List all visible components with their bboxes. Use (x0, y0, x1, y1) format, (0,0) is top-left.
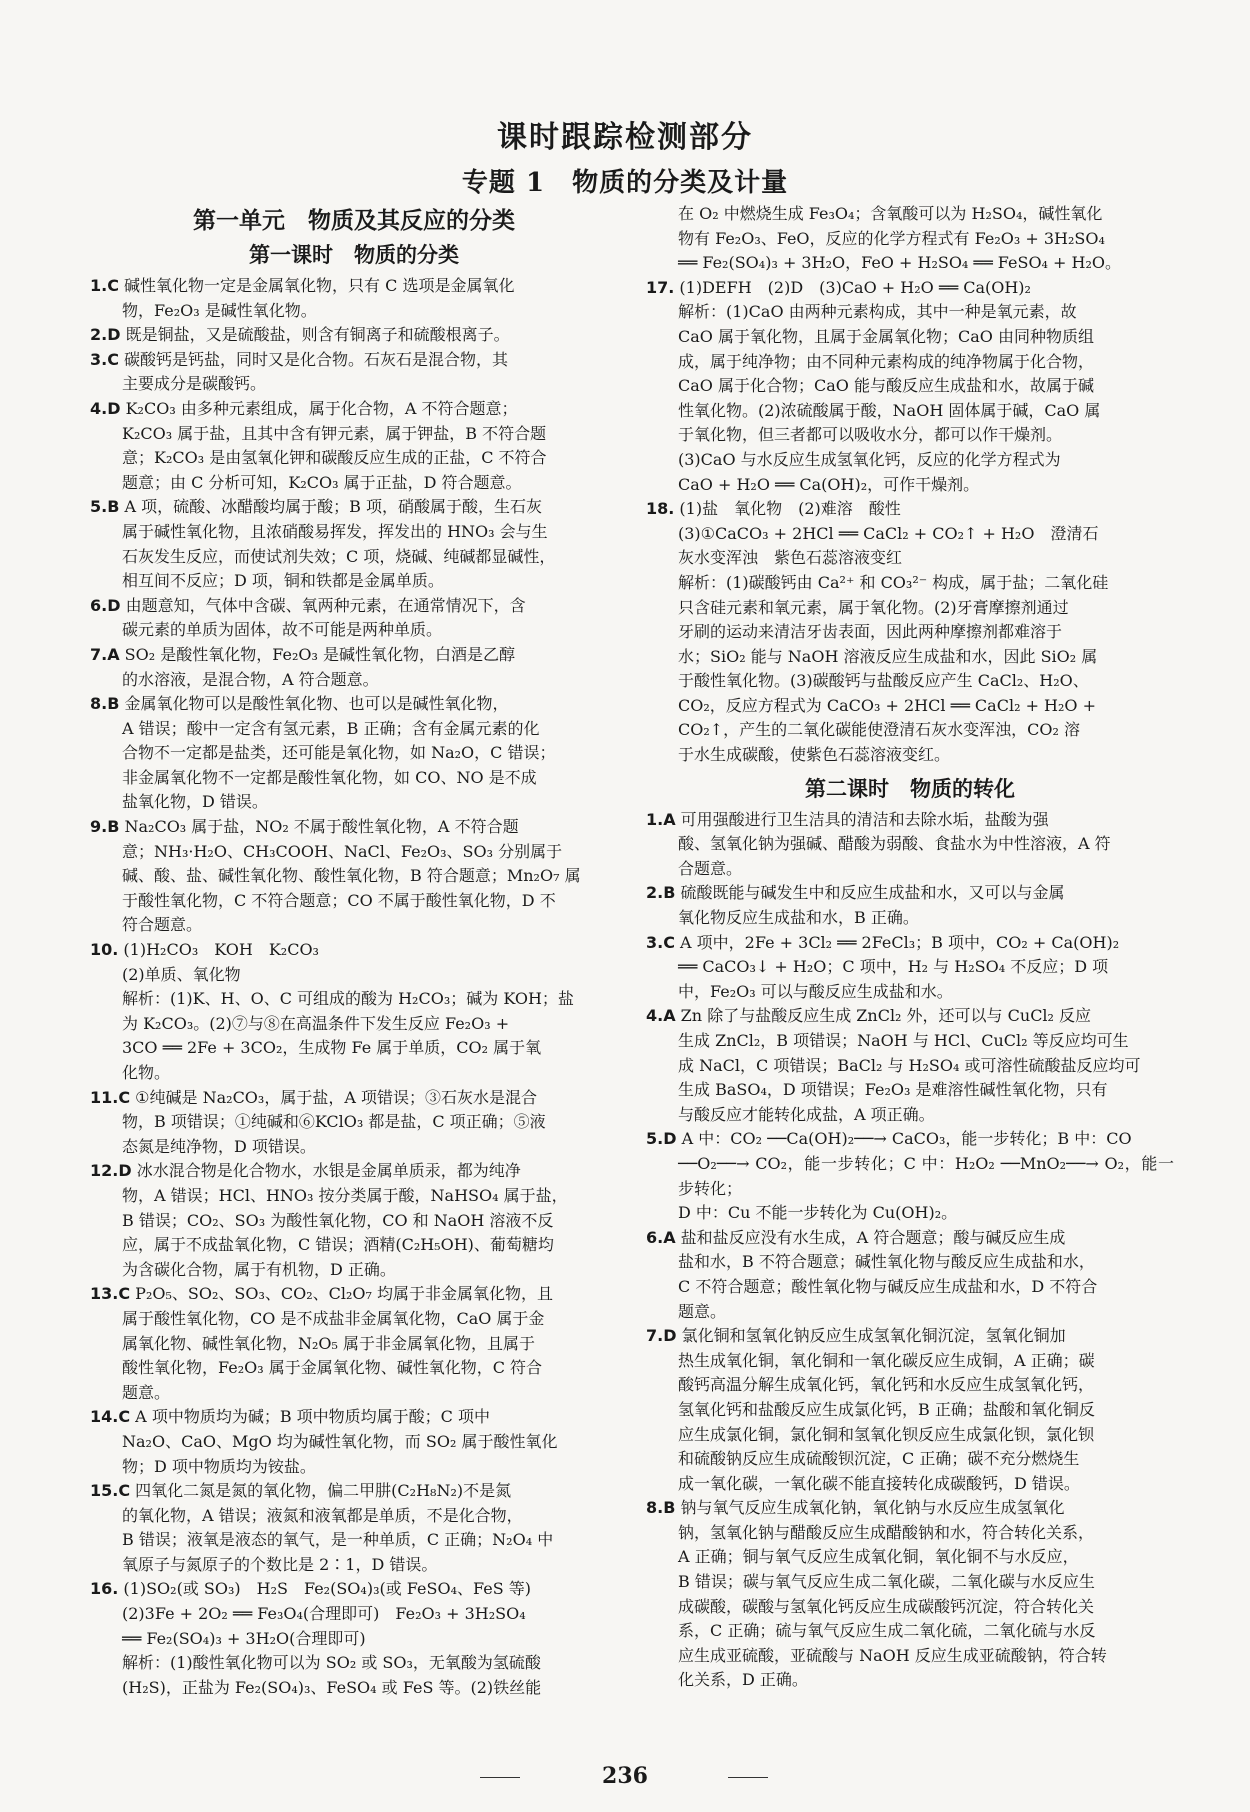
answer-text-line: 灰水变浑浊 紫色石蕊溶液变红 (678, 548, 903, 568)
answer-text-line: 解析：(1)碳酸钙由 Ca²⁺ 和 CO₃²⁻ 构成，属于盐；二氧化硅 (678, 572, 1109, 592)
answer-text-line: 中，Fe₂O₃ 可以与酸反应生成盐和水。 (678, 981, 953, 1001)
answer-list (90, 274, 618, 1700)
page-number: 236 (602, 1763, 648, 1789)
answer-text-line: 只含硅元素和氧元素，属于氧化物。(2)牙膏摩擦剂通过 (678, 597, 1069, 617)
answer-text-line: 态氮是纯净物，D 项错误。 (122, 1136, 316, 1156)
answer-item (90, 274, 618, 299)
answer-item (90, 1479, 618, 1504)
answer-text-line: (3)①CaCO₃ + 2HCl ══ CaCl₂ + CO₂↑ + H₂O 澄清石 (678, 523, 1099, 543)
answer-number: 13.C (90, 1284, 131, 1304)
answer-text: A 项，硫酸、冰醋酸均属于酸；B 项，硝酸属于酸，生石灰 (119, 497, 542, 517)
answer-text: 硫酸既能与碱发生中和反应生成盐和水，又可以与金属 (675, 883, 1065, 903)
answer-text-line: 主要成分是碳酸钙。 (122, 374, 267, 394)
answer-number: 6.A (646, 1227, 676, 1247)
answer-text-line: 非金属氧化物不一定都是酸性氧化物，如 CO、NO 是不成 (122, 767, 537, 787)
answer-text-line: 应生成氯化铜，氯化铜和氢氧化钡反应生成氯化钡，氯化钡 (678, 1424, 1095, 1444)
answer-text: 既是铜盐，又是硫酸盐，则含有铜离子和硫酸根离子。 (120, 325, 510, 345)
answer-number: 3.C (646, 932, 675, 952)
answer-text-line: 化物。 (122, 1063, 171, 1082)
answer-text-line: Na₂O、CaO、MgO 均为碱性氧化物，而 SO₂ 属于酸性氧化 (122, 1431, 558, 1451)
answer-text-line: 于酸性氧化物，C 不符合题意；CO 不属于酸性氧化物，D 不 (122, 890, 556, 910)
answer-text-line: CaO 属于化合物；CaO 能与酸反应生成盐和水，故属于碱 (678, 376, 1094, 396)
answer-text: 四氧化二氮是氮的氧化物，偏二甲肼(C₂H₈N₂)不是氮 (130, 1481, 512, 1501)
answer-text-line: 3CO ══ 2Fe + 3CO₂，生成物 Fe 属于单质，CO₂ 属于氧 (122, 1038, 542, 1058)
answer-text-line: 相互间不反应；D 项，铜和铁都是金属单质。 (122, 571, 444, 591)
answer-text-line: 和硫酸钠反应生成硫酸钡沉淀，C 正确；碳不充分燃烧生 (678, 1449, 1080, 1469)
answer-item (646, 276, 1174, 301)
answer-text-line: 物有 Fe₂O₃、FeO，反应的化学方程式有 Fe₂O₃ + 3H₂SO₄ (678, 228, 1105, 248)
answer-text-line: 盐和水，B 不符合题意；碱性氧化物与酸反应生成盐和水， (678, 1252, 1095, 1272)
answer-number: 14.C (90, 1407, 131, 1427)
answer-text-line: 的水溶液，是混合物，A 符合题意。 (122, 669, 379, 689)
answer-item (90, 1086, 618, 1111)
answer-text: Zn 除了与盐酸反应生成 ZnCl₂ 外，还可以与 CuCl₂ 反应 (675, 1006, 1092, 1026)
answer-text-line: 解析：(1)酸性氧化物可以为 SO₂ 或 SO₃，无氧酸为氢硫酸 (122, 1653, 541, 1673)
answer-text-line: 牙刷的运动来清洁牙齿表面，因此两种摩擦剂都难溶于 (678, 622, 1063, 642)
answer-number: 10. (90, 940, 119, 960)
left-column (90, 202, 618, 1700)
answer-text-line: CaO + H₂O ══ Ca(OH)₂，可作干燥剂。 (678, 474, 980, 494)
answer-item (646, 497, 1174, 522)
answer-number: 3.C (90, 349, 119, 369)
answer-item (90, 938, 618, 963)
answer-number: 5.B (90, 497, 120, 517)
answer-text-line: B 错误；液氧是液态的氧气，是一种单质，C 正确；N₂O₄ 中 (122, 1530, 554, 1550)
answer-text-line: 属于酸性氧化物，CO 是不成盐非金属氧化物，CaO 属于金 (122, 1308, 545, 1328)
answer-number: 7.D (646, 1326, 677, 1346)
answer-text-line: 意；K₂CO₃ 是由氢氧化钾和碳酸反应生成的正盐，C 不符合 (122, 448, 547, 468)
answer-item (646, 808, 1174, 833)
answer-text-line: 合题意。 (678, 858, 743, 878)
answer-text-line: 题意。 (122, 1382, 171, 1402)
answer-item (90, 1159, 618, 1184)
answer-text-line: K₂CO₃ 属于盐，且其中含有钾元素，属于钾盐，B 不符合题 (122, 423, 547, 443)
answer-text-line: 物；D 项中物质均为铵盐。 (122, 1456, 316, 1476)
answer-number: 12.D (90, 1161, 132, 1181)
answer-text-line: C 不符合题意；酸性氧化物与碱反应生成盐和水，D 不符合 (678, 1276, 1098, 1296)
answer-item (90, 348, 618, 373)
answer-item (90, 1577, 618, 1602)
answer-item (90, 692, 618, 717)
answer-text-line: 为含碳化合物，属于有机物，D 正确。 (122, 1259, 396, 1279)
answer-item (90, 594, 618, 619)
answer-text-line: 符合题意。 (122, 915, 203, 935)
answer-number: 2.B (646, 883, 676, 903)
answer-text-line: 酸钙高温分解生成氧化钙，氧化钙和水反应生成氢氧化钙， (678, 1375, 1095, 1395)
answer-number: 17. (646, 277, 675, 297)
answer-text-line: 解析：(1)CaO 由两种元素构成，其中一种是氧元素，故 (678, 302, 1077, 322)
answer-text: (1)盐 氧化物 (2)难溶 酸性 (674, 499, 901, 519)
answer-number: 6.D (90, 595, 121, 615)
answer-text: 氯化铜和氢氧化钠反应生成氢氧化铜沉淀，氢氧化铜加 (676, 1326, 1066, 1346)
answer-item (90, 397, 618, 422)
answer-text-line: 解析：(1)K、H、O、C 可组成的酸为 H₂CO₃；碱为 KOH；盐 (122, 989, 574, 1009)
answer-text-line: 性氧化物。(2)浓硫酸属于酸，NaOH 固体属于碱，CaO 属 (678, 400, 1101, 420)
answer-text-line: 氧化物反应生成盐和水，B 正确。 (678, 908, 919, 928)
answer-text-line: 的氧化物，A 错误；液氮和液氧都是单质，不是化合物， (122, 1505, 523, 1525)
answer-number: 5.D (646, 1129, 677, 1149)
answer-text-line: 应，属于不成盐氧化物，C 错误；酒精(C₂H₅OH)、葡萄糖均 (122, 1235, 554, 1255)
unit-title: 第一单元 物质及其反应的分类 (193, 207, 515, 234)
answer-text-line: 碱、酸、盐、碱性氧化物、酸性氧化物，B 符合题意；Mn₂O₇ 属 (122, 866, 581, 886)
answer-text-line: 盐氧化物，D 错误。 (122, 792, 268, 812)
answer-text-line: ──O₂──→ CO₂，能一步转化；C 中：H₂O₂ ──MnO₂──→ O₂，能一步转化； (678, 1153, 1174, 1198)
answer-text-line: ══ Fe₂(SO₄)₃ + 3H₂O，FeO + H₂SO₄ ══ FeSO₄ + H₂O。 (678, 253, 1122, 273)
lesson-title: 第二课时 物质的转化 (805, 775, 1015, 801)
answer-text-line: A 正确；铜与氧气反应生成氧化铜，氧化铜不与水反应， (678, 1547, 1079, 1567)
answer-number: 4.A (646, 1006, 676, 1026)
answer-text: A 项中，2Fe + 3Cl₂ ══ 2FeCl₃；B 项中，CO₂ + Ca(OH)₂ (674, 932, 1120, 952)
answer-text-line: 题意；由 C 分析可知，K₂CO₃ 属于正盐，D 符合题意。 (122, 472, 522, 492)
answer-text: P₂O₅、SO₂、SO₃、CO₂、Cl₂O₇ 均属于非金属氧化物，且 (130, 1284, 554, 1304)
answer-text: A 项中物质均为碱；B 项中物质均属于酸；C 项中 (130, 1407, 490, 1427)
answer-text-line: 生成 BaSO₄，D 项错误；Fe₂O₃ 是难溶性碱性氧化物，只有 (678, 1080, 1108, 1100)
answer-text-line: B 错误；CO₂、SO₃ 为酸性氧化物，CO 和 NaOH 溶液不反 (122, 1210, 554, 1230)
answer-number: 8.B (646, 1498, 676, 1518)
answer-text-line: D 中：Cu 不能一步转化为 Cu(OH)₂。 (678, 1203, 958, 1223)
answer-text-line: 属氧化物、碱性氧化物，N₂O₅ 属于非金属氧化物，且属于 (122, 1333, 536, 1353)
answer-text: 由题意知，气体中含碳、氧两种元素，在通常情况下，含 (120, 595, 526, 615)
answer-number: 4.D (90, 398, 121, 418)
answer-item (646, 881, 1174, 906)
answer-text: 碱性氧化物一定是金属氧化物，只有 C 选项是金属氧化 (118, 276, 515, 295)
answer-text-line: 与酸反应才能转化成盐，A 项正确。 (678, 1104, 935, 1124)
answer-text-line: B 错误；碳与氧气反应生成二氧化碳，二氧化碳与水反应生 (678, 1572, 1095, 1592)
main-title: 课时跟踪检测部分 (497, 120, 753, 155)
answer-text-line: ══ CaCO₃↓ + H₂O；C 项中，H₂ 与 H₂SO₄ 不反应；D 项 (678, 957, 1109, 977)
answer-text-line: 石灰发生反应，而使试剂失效；C 项，烧碱、纯碱都显碱性， (122, 546, 556, 566)
answer-text: 钠与氧气反应生成氧化钠，氧化钠与水反应生成氢氧化 (675, 1498, 1065, 1518)
answer-text: K₂CO₃ 由多种元素组成，属于化合物，A 不符合题意； (120, 398, 518, 418)
answer-text-line: 成碳酸，碳酸与氢氧化钙反应生成碳酸钙沉淀，符合转化关 (678, 1596, 1095, 1616)
answer-text-line: 应生成亚硫酸，亚硫酸与 NaOH 反应生成亚硫酸钠，符合转 (678, 1645, 1107, 1665)
answer-text-line: 成一氧化碳，一氧化碳不能直接转化成碳酸钙，D 错误。 (678, 1473, 1080, 1493)
answer-list (646, 808, 1174, 1693)
answer-text-line: 碳元素的单质为固体，故不可能是两种单质。 (122, 620, 443, 640)
answer-text: 冰水混合物是化合物水，水银是金属单质汞，都为纯净 (131, 1161, 521, 1181)
answer-text-line: 属于碱性氧化物，且浓硝酸易挥发，挥发出的 HNO₃ 会与生 (122, 521, 548, 541)
answer-text-line: 成，属于纯净物；由不同种元素构成的纯净物属于化合物， (678, 351, 1095, 371)
answer-text-line: (2)3Fe + 2O₂ ══ Fe₃O₄(合理即可) Fe₂O₃ + 3H₂SO₄ (122, 1604, 526, 1624)
answer-item (90, 815, 618, 840)
answer-text-line: 氢氧化钙和盐酸反应生成氯化钙，B 正确；盐酸和氧化铜反 (678, 1399, 1095, 1419)
answer-text-line: 题意。 (678, 1301, 727, 1321)
lesson-title: 第一课时 物质的分类 (249, 242, 459, 267)
answer-number: 1.A (646, 809, 676, 829)
answer-text-line: 物，A 错误；HCl、HNO₃ 按分类属于酸，NaHSO₄ 属于盐， (122, 1185, 568, 1205)
answer-item (90, 1282, 618, 1307)
answer-text-line: 系，C 正确；硫与氧气反应生成二氧化硫，二氧化硫与水反 (678, 1621, 1096, 1641)
answer-text: Na₂CO₃ 属于盐，NO₂ 不属于酸性氧化物，A 不符合题 (119, 817, 519, 837)
answer-text: A 中：CO₂ ──Ca(OH)₂──→ CaCO₃，能一步转化；B 中：CO (676, 1129, 1132, 1149)
answer-text-line: 意；NH₃·H₂O、CH₃COOH、NaCl、Fe₂O₃、SO₃ 分别属于 (122, 841, 563, 861)
answer-text-line: 于酸性氧化物。(3)碳酸钙与盐酸反应产生 CaCl₂、H₂O、 (678, 671, 1089, 691)
continued-answer (646, 202, 1174, 276)
answer-list (646, 276, 1174, 768)
answer-number: 18. (646, 499, 675, 519)
answer-text-line: CaO 属于氧化物，且属于金属氧化物；CaO 由同种物质组 (678, 326, 1094, 346)
answer-text-line: 为 K₂CO₃。(2)⑦与⑧在高温条件下发生反应 Fe₂O₃ + (122, 1013, 510, 1033)
answer-text: (1)SO₂(或 SO₃) H₂S Fe₂(SO₄)₃(或 FeSO₄、FeS 等) (118, 1579, 531, 1599)
answer-text: (1)H₂CO₃ KOH K₂CO₃ (118, 940, 319, 960)
answer-text-line: 酸、氢氧化钠为强碱、醋酸为弱酸、食盐水为中性溶液，A 符 (678, 834, 1111, 854)
answer-text-line: 热生成氧化铜，氧化铜和一氧化碳反应生成铜，A 正确；碳 (678, 1350, 1095, 1370)
answer-text-line: A 错误；酸中一定含有氢元素，B 正确；含有金属元素的化 (122, 718, 540, 738)
answer-text-line: 水；SiO₂ 能与 NaOH 溶液反应生成盐和水，因此 SiO₂ 属 (678, 646, 1098, 666)
answer-text-line: (2)单质、氧化物 (122, 964, 241, 984)
topic-title: 专题 1 物质的分类及计量 (461, 168, 789, 198)
answer-number: 16. (90, 1579, 119, 1599)
answer-text: 盐和盐反应没有水生成，A 符合题意；酸与碱反应生成 (675, 1227, 1066, 1247)
answer-item (90, 495, 618, 520)
answer-item (646, 1496, 1174, 1521)
answer-item (646, 1226, 1174, 1251)
answer-text-line: CO₂，反应方程式为 CaCO₃ + 2HCl ══ CaCl₂ + H₂O + (678, 695, 1097, 715)
answer-text-line: 化关系，D 正确。 (678, 1670, 808, 1690)
answer-item (646, 1324, 1174, 1349)
answer-text: ①纯碱是 Na₂CO₃，属于盐，A 项错误；③石灰水是混合 (130, 1087, 537, 1107)
answer-item (90, 643, 618, 668)
answer-item (90, 323, 618, 348)
answer-text-line: 钠，氢氧化钠与醋酸反应生成醋酸钠和水，符合转化关系， (678, 1522, 1095, 1542)
answer-text-line: ══ Fe₂(SO₄)₃ + 3H₂O(合理即可) (122, 1628, 366, 1648)
answer-number: 7.A (90, 644, 120, 664)
answer-item (90, 1405, 618, 1430)
answer-text-line: 物，B 项错误；①纯碱和⑥KClO₃ 都是盐，C 项正确；⑤液 (122, 1112, 546, 1132)
answer-text-line: (3)CaO 与水反应生成氢氧化钙，反应的化学方程式为 (678, 449, 1061, 469)
answer-text-line: 酸性氧化物，Fe₂O₃ 属于金属氧化物、碱性氧化物，C 符合 (122, 1358, 543, 1378)
answer-text-line: 合物不一定都是盐类，还可能是氧化物，如 Na₂O，C 错误； (122, 743, 556, 763)
answer-text: 金属氧化物可以是酸性氧化物、也可以是碱性氧化物， (119, 694, 509, 714)
answer-text: (1)DEFH (2)D (3)CaO + H₂O ══ Ca(OH)₂ (674, 277, 1031, 297)
answer-number: 15.C (90, 1481, 131, 1501)
answer-item (646, 1127, 1174, 1152)
answer-text-line: 物，Fe₂O₃ 是碱性氧化物。 (122, 300, 317, 320)
answer-text-line: 生成 ZnCl₂，B 项错误；NaOH 与 HCl、CuCl₂ 等反应均可生 (678, 1031, 1129, 1050)
answer-text-line: 于氧化物，但三者都可以吸收水分，都可以作干燥剂。 (678, 425, 1063, 445)
answer-text: SO₂ 是酸性氧化物，Fe₂O₃ 是碱性氧化物，白酒是乙醇 (119, 644, 515, 664)
answer-text-line: CO₂↑，产生的二氧化碳能使澄清石灰水变浑浊，CO₂ 溶 (678, 720, 1081, 740)
answer-text-line: (H₂S)，正盐为 Fe₂(SO₄)₃、FeSO₄ 或 FeS 等。(2)铁丝能 (122, 1677, 542, 1697)
answer-text: 可用强酸进行卫生洁具的清洁和去除水垢，盐酸为强 (675, 809, 1049, 829)
answer-item (646, 931, 1174, 956)
answer-text-line: 于水生成碳酸，使紫色石蕊溶液变红。 (678, 745, 951, 765)
answer-text-line: 氧原子与氮原子的个数比是 2∶1，D 错误。 (122, 1554, 438, 1574)
right-column (646, 202, 1174, 1693)
answer-text-line: 在 O₂ 中燃烧生成 Fe₃O₄；含氧酸可以为 H₂SO₄，碱性氧化 (678, 204, 1103, 223)
answer-number: 9.B (90, 817, 120, 837)
answer-item (646, 1004, 1174, 1029)
answer-number: 11.C (90, 1087, 131, 1107)
answer-text-line: 成 NaCl，C 项错误；BaCl₂ 与 H₂SO₄ 或可溶性硫酸盐反应均可 (678, 1055, 1141, 1075)
answer-number: 2.D (90, 325, 121, 345)
answer-text: 碳酸钙是钙盐，同时又是化合物。石灰石是混合物，其 (118, 349, 509, 369)
answer-number: 1.C (90, 276, 119, 295)
answer-number: 8.B (90, 694, 120, 714)
